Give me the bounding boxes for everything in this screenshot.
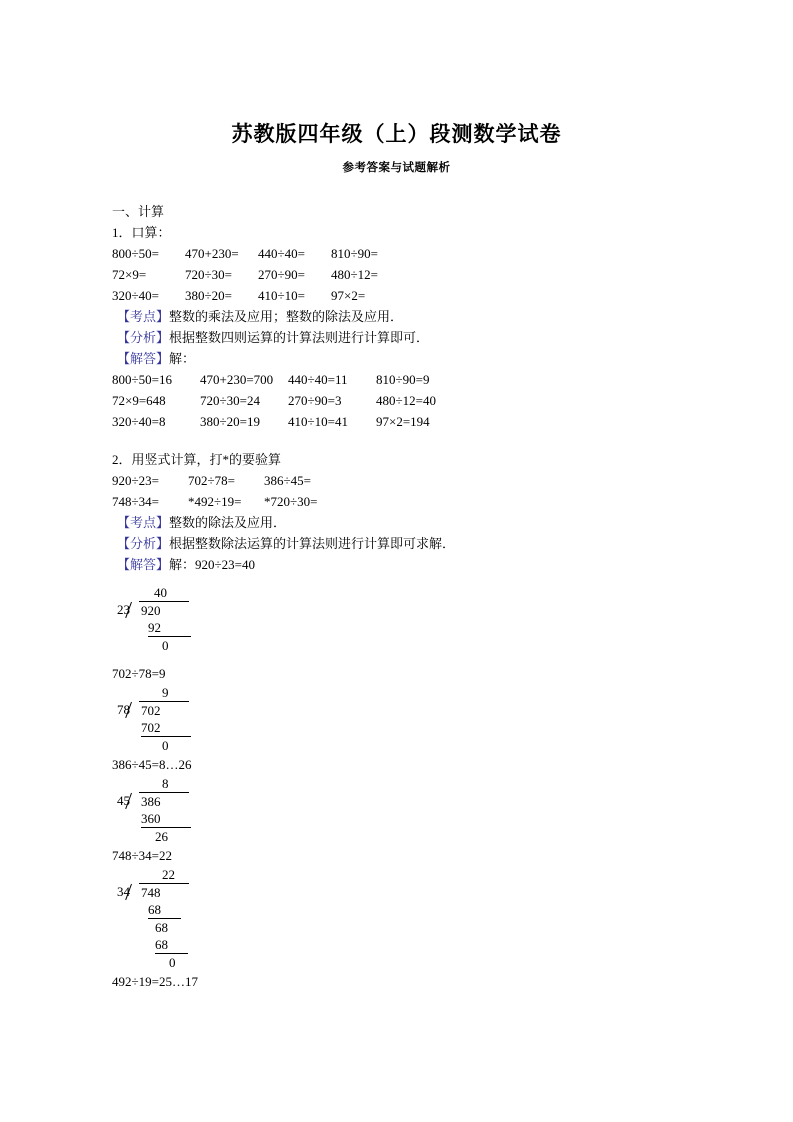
answer-cell: 810÷90=9 (376, 372, 430, 388)
answer-cell: 470+230=700 (200, 372, 274, 388)
jieda-text: 解： (169, 351, 196, 367)
answer-cell: 720÷30=24 (200, 393, 260, 409)
division-divisor: 34 (117, 884, 130, 900)
problem-cell: 440÷40= (258, 246, 305, 262)
division-remainder-row (112, 737, 733, 754)
answer-cell: 480÷12=40 (376, 393, 436, 409)
division-result-386-45: 386÷45=8…26 (112, 757, 192, 773)
question-1-answer-row (112, 411, 733, 432)
division-bracket-icon (130, 883, 139, 901)
problem-cell: *492÷19= (188, 494, 242, 510)
long-division-702-78 (112, 684, 733, 754)
division-quotient: 22 (162, 867, 175, 883)
division-dividend: 702 (139, 701, 189, 719)
division-step (112, 919, 733, 936)
kaodian-label: 【考点】 (117, 309, 170, 325)
answer-cell: 320÷40=8 (112, 414, 166, 430)
spacer (112, 432, 733, 449)
layout-spacer (112, 637, 162, 654)
kaodian-text: 整数的乘法及应用；整数的除法及应用． (169, 309, 404, 325)
division-result-702-78: 702÷78=9 (112, 666, 166, 682)
question-1-jieda (112, 348, 733, 369)
question-2-kaodian (112, 512, 733, 533)
division-quotient-row (112, 684, 733, 701)
problem-cell: 720÷30= (185, 267, 232, 283)
answer-cell: 410÷10=41 (288, 414, 348, 430)
long-division-386-45 (112, 775, 733, 845)
layout-spacer (112, 684, 162, 701)
division-remainder: 26 (155, 829, 168, 845)
long-division-920-23 (112, 584, 733, 654)
layout-spacer (112, 866, 162, 883)
layout-spacer (112, 954, 169, 971)
layout-spacer (112, 901, 148, 919)
division-bracket-icon (130, 792, 139, 810)
problem-cell: 810÷90= (331, 246, 378, 262)
division-dividend: 748 (139, 883, 189, 901)
question-2-label: 2．用竖式计算，打*的要验算 (112, 452, 282, 468)
division-quotient-row (112, 775, 733, 792)
problem-cell: 480÷12= (331, 267, 378, 283)
question-1-label: 1．口算： (112, 225, 171, 241)
division-step-value: 702 (141, 719, 191, 737)
question-2-jieda (112, 554, 733, 575)
answer-cell: 440÷40=11 (288, 372, 348, 388)
division-step-value: 68 (155, 936, 188, 954)
layout-spacer (112, 775, 162, 792)
division-remainder-row (112, 954, 733, 971)
division-remainder-row (112, 637, 733, 654)
document-body (0, 175, 793, 992)
division-bracket-icon (130, 701, 139, 719)
division-step (112, 901, 733, 919)
jieda-label: 【解答】 (117, 351, 170, 367)
division-main-row (112, 883, 733, 901)
kaodian-label: 【考点】 (117, 515, 170, 531)
division-main-row (112, 701, 733, 719)
division-result-748-34: 748÷34=22 (112, 848, 172, 864)
division-step (112, 719, 733, 737)
problem-cell: 72×9= (112, 267, 147, 283)
fenxi-text: 根据整数四则运算的计算法则进行计算即可． (169, 330, 430, 346)
question-1-problem-row (112, 264, 733, 285)
problem-cell: 386÷45= (264, 473, 311, 489)
question-2-fenxi (112, 533, 733, 554)
problem-cell: *720÷30= (264, 494, 318, 510)
fenxi-label: 【分析】 (117, 536, 170, 552)
fenxi-label: 【分析】 (117, 330, 170, 346)
division-remainder-row (112, 828, 733, 845)
fenxi-text: 根据整数除法运算的计算法则进行计算即可求解． (169, 536, 456, 552)
problem-cell: 470+230= (185, 246, 239, 262)
question-1-problem-row (112, 285, 733, 306)
division-step-value: 68 (155, 920, 168, 936)
question-1-answer-row (112, 369, 733, 390)
division-step-value: 68 (148, 901, 181, 919)
spacer (112, 654, 733, 663)
question-1-problem-row (112, 243, 733, 264)
division-remainder: 0 (162, 638, 169, 654)
spacer (112, 575, 733, 584)
layout-spacer (112, 828, 155, 845)
long-division-748-34 (112, 866, 733, 971)
question-2-problem-row (112, 470, 733, 491)
division-remainder: 0 (169, 955, 176, 971)
answer-cell: 380÷20=19 (200, 414, 260, 430)
question-1-answer-row (112, 390, 733, 411)
division-main-row (112, 792, 733, 810)
layout-spacer (112, 619, 148, 637)
division-result-492-19: 492÷19=25…17 (112, 974, 198, 990)
answer-cell: 270÷90=3 (288, 393, 342, 409)
page-title: 苏教版四年级（上）段测数学试卷 (231, 122, 562, 146)
problem-cell: 97×2= (331, 288, 366, 304)
division-quotient: 40 (154, 585, 167, 601)
page-subtitle: 参考答案与试题解析 (342, 162, 451, 175)
division-quotient-row (112, 866, 733, 883)
kaodian-text: 整数的除法及应用． (169, 515, 287, 531)
layout-spacer (112, 719, 141, 737)
division-quotient: 8 (162, 776, 169, 792)
division-dividend: 920 (139, 601, 189, 619)
question-1-fenxi (112, 327, 733, 348)
division-step-value: 360 (141, 810, 191, 828)
problem-cell: 320÷40= (112, 288, 159, 304)
division-remainder: 0 (162, 738, 169, 754)
division-step (112, 810, 733, 828)
problem-cell: 380÷20= (185, 288, 232, 304)
answer-cell: 72×9=648 (112, 393, 166, 409)
layout-spacer (112, 810, 141, 828)
division-main-row (112, 601, 733, 619)
problem-cell: 702÷78= (188, 473, 235, 489)
section-heading-calculation: 一、计算 (112, 204, 165, 220)
division-divisor: 78 (117, 702, 130, 718)
problem-cell: 410÷10= (258, 288, 305, 304)
division-step (112, 936, 733, 954)
division-divisor: 23 (117, 602, 130, 618)
jieda-label: 【解答】 (117, 557, 170, 573)
problem-cell: 920÷23= (112, 473, 159, 489)
problem-cell: 270÷90= (258, 267, 305, 283)
jieda-text: 解：920÷23=40 (169, 557, 255, 573)
layout-spacer (112, 584, 154, 601)
problem-cell: 800÷50= (112, 246, 159, 262)
layout-spacer (112, 919, 155, 936)
layout-spacer (112, 737, 162, 754)
division-quotient: 9 (162, 685, 169, 701)
answer-cell: 97×2=194 (376, 414, 430, 430)
division-step-value: 92 (148, 619, 191, 637)
question-1-kaodian (112, 306, 733, 327)
layout-spacer (112, 936, 155, 954)
problem-cell: 748÷34= (112, 494, 159, 510)
division-step (112, 619, 733, 637)
division-divisor: 45 (117, 793, 130, 809)
answer-cell: 800÷50=16 (112, 372, 172, 388)
division-dividend: 386 (139, 792, 189, 810)
question-2-problem-row (112, 491, 733, 512)
division-quotient-row (112, 584, 733, 601)
division-bracket-icon (130, 601, 139, 619)
